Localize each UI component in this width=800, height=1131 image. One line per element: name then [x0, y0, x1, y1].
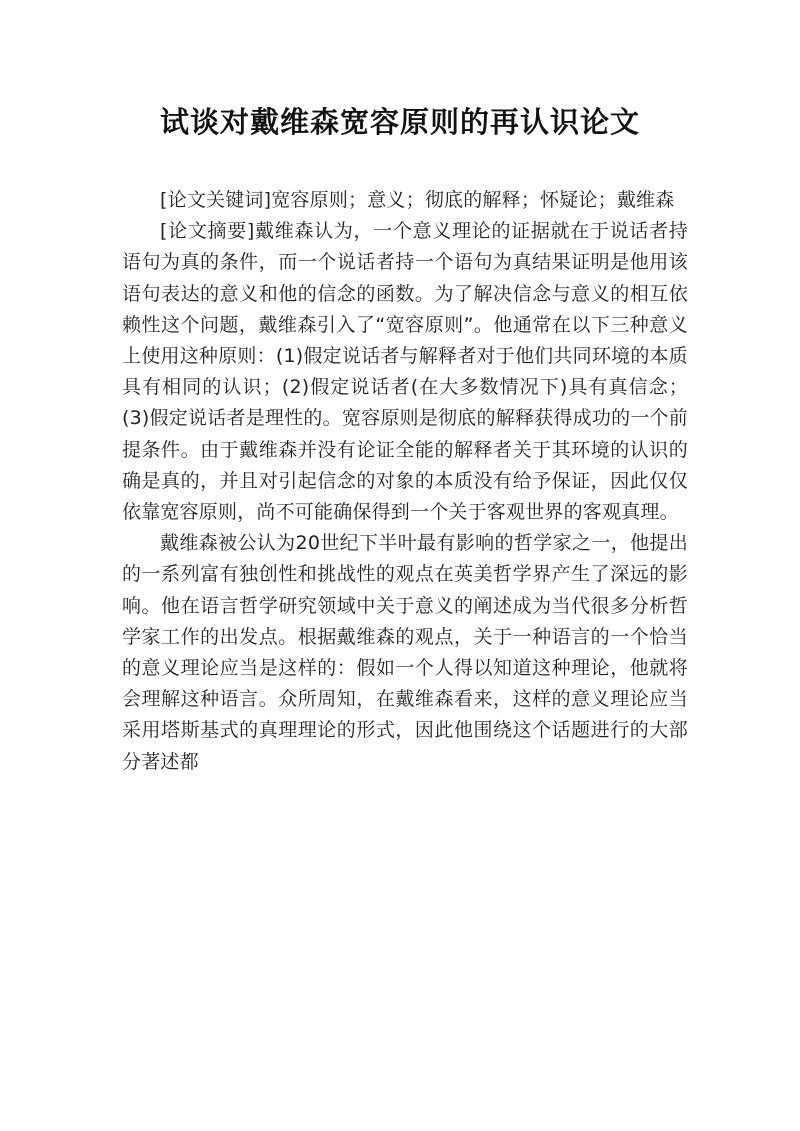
abstract-paragraph: [论文摘要]戴维森认为，一个意义理论的证据就在于说话者持语句为真的条件，而一个说话者持一个语句为真结果证明是他用该语句表达的意义和他的信念的函数。为了解决信念与意义的相互依赖性这个问题，戴维森引入了“宽容原则”。他通常在以下三种意义上使用这种原则：(1)假定说话者与解释者对于他们共同环境的本质具有相同的认识；(2)假定说话者(在大多数情况下)具有真信念；(3)假定说话者是理性的。宽容原则是彻底的解释获得成功的一个前提条件。由于戴维森并没有论证全能的解释者关于其环境的认识的确是真的，并且对引起信念的对象的本质没有给予保证，因此仅仅依靠宽容原则，尚不可能确保得到一个关于客观世界的客观真理。	[122, 220, 688, 524]
document-body	[122, 185, 688, 778]
document-title: 试谈对戴维森宽容原则的再认识论文	[159, 105, 640, 139]
body-paragraph: 戴维森被公认为20世纪下半叶最有影响的哲学家之一，他提出的一系列富有独创性和挑战性的观点在英美哲学界产生了深远的影响。他在语言哲学研究领域中关于意义的阐述成为当代很多分析哲学家工作的出发点。根据戴维森的观点，关于一种语言的一个恰当的意义理论应当是这样的：假如一个人得以知道这种理论，他就将会理解这种语言。众所周知，在戴维森看来，这样的意义理论应当采用塔斯基式的真理理论的形式，因此他围绕这个话题进行的大部分著述都	[122, 532, 688, 773]
keywords-paragraph: [论文关键词]宽容原则；意义；彻底的解释；怀疑论；戴维森	[160, 189, 675, 211]
